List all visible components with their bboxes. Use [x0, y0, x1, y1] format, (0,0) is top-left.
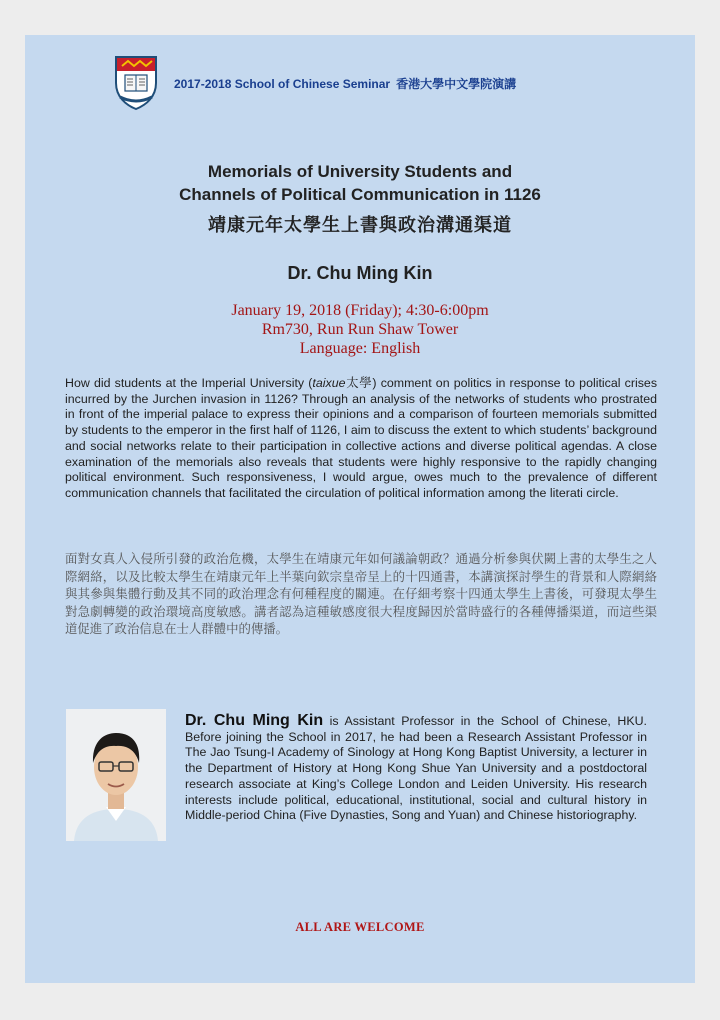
seminar-header [112, 53, 632, 113]
seminar-series [174, 75, 516, 92]
event-venue: Rm730, Run Run Shaw Tower [261, 321, 459, 338]
abstract-term-zh: 太學 [345, 376, 373, 390]
speaker-portrait [66, 709, 166, 841]
hku-crest-icon [112, 53, 160, 111]
title-line-1: Memorials of University Students and [207, 162, 513, 181]
abstract-english [65, 376, 657, 502]
bio-name: Dr. Chu Ming Kin [185, 712, 324, 729]
event-language: Language: English [299, 340, 421, 357]
bio-text: is Assistant Professor in the School of Chinese, HKU. Before joining the School in 2017, he had been a Research Assistant Professor in The Jao Tsung-I Academy of Sinology at Hong Kong Baptist University, a lecturer in the Department of History at Hong Kong Shue Yan University and a postdoctoral research associate at King’s College London and Leiden University. His research interests include political, educational, institutional, social and cultural history in Middle-period China (Five Dynasties, Song and Yuan) and Chinese historiography. [185, 714, 647, 823]
abstract-term: taixue [312, 376, 346, 390]
speaker-bio [185, 713, 647, 824]
abstract-after-term: ) comment on politics in response to political crises incurred by the Jurchen invasion in 1126? Through an analysis of the networks of students who prostrated in front of the imperial palace to express their opinions and a comparison of fourteen memorials submitted by students to the emperor in the first half of 1126, I aim to discuss the extent to which students’ background and social networks relate to their participation in collective actions and diverse political agendas. A close examination of the memorials also reveals that students were highly responsive to the rapidly changing political environment. Such responsiveness, I would argue, owes much to the prevalence of different communication channels that facilitated the circulation of political information among the literati circle. [65, 376, 658, 500]
seminar-series-en: 2017-2018 School of Chinese Seminar [174, 77, 391, 91]
speaker-name: Dr. Chu Ming Kin [287, 263, 433, 283]
abstract-before-term: How did students at the Imperial University ( [65, 376, 313, 390]
seminar-series-zh: 香港大學中文學院演講 [396, 77, 517, 91]
title-chinese: 靖康元年太學生上書與政治溝通渠道 [208, 215, 512, 235]
abstract-chinese: 面對女真人入侵所引發的政治危機，太學生在靖康元年如何議論朝政？通過分析參與伏闕上書的太學生之人際網絡，以及比較太學生在靖康元年上半葉向欽宗皇帝呈上的十四通書，本講演探討學生的背景和人際網絡與其參與集體行動及其不同的政治理念有何種程度的關連。在仔細考察十四通太學生上書後，可發現太學生對急劇轉變的政治環境高度敏感。講者認為這種敏感度很大程度歸因於當時盛行的各種傳播渠道，而這些渠道促進了政治信息在士人群體中的傳播。 [65, 552, 657, 636]
title-line-2: Channels of Political Communication in 1126 [179, 185, 541, 204]
all-are-welcome: ALL ARE WELCOME [295, 920, 425, 934]
event-date: January 19, 2018 (Friday); 4:30-6:00pm [231, 302, 489, 319]
